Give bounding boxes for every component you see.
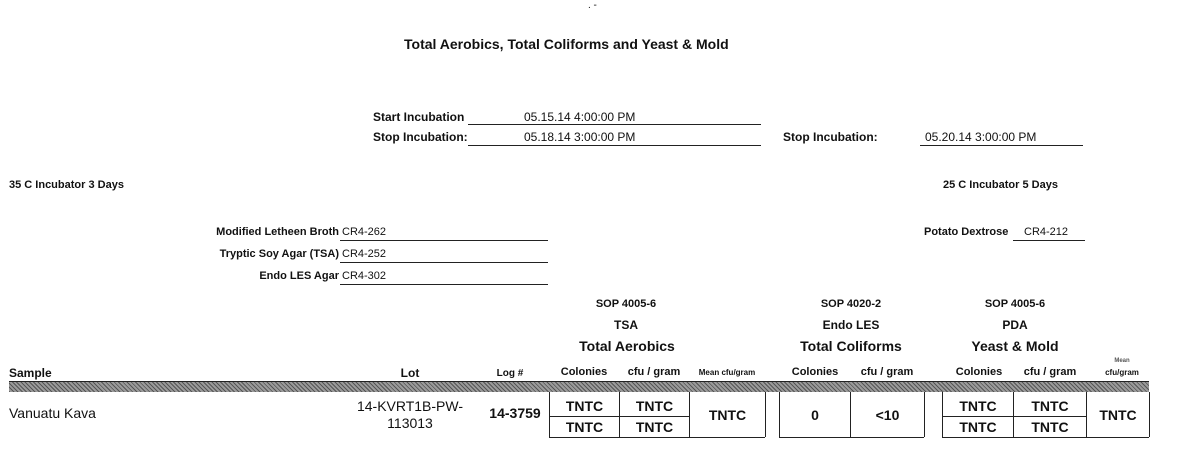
stop-incubation-label: Stop Incubation:	[373, 130, 468, 144]
col-endo-colonies: Colonies	[791, 366, 839, 378]
potato-dextrose-value: CR4-212	[1024, 226, 1069, 238]
incubator-25c: 25 C Incubator 5 Days	[943, 179, 1058, 191]
row-log: 14-3759	[489, 405, 541, 421]
stop-incubation-value: 05.18.14 3:00:00 PM	[524, 130, 636, 144]
media-underline-endo	[340, 284, 548, 285]
tsa-sop: SOP 4005-6	[595, 298, 657, 310]
col-lot: Lot	[400, 366, 420, 380]
pda-cfu-2: TNTC	[1031, 419, 1069, 435]
stop-incubation-2-label: Stop Incubation:	[783, 130, 878, 144]
header-hatch	[9, 382, 1149, 392]
endo-box-right	[924, 392, 925, 437]
col-pda-cfu: cfu / gram	[1023, 366, 1077, 378]
scan-mark: . -	[588, 0, 597, 11]
media-value-endo: CR4-302	[342, 270, 387, 282]
stop-incubation-2-underline	[920, 145, 1083, 146]
tsa-cfu-2: TNTC	[635, 419, 674, 435]
col-tsa-mean: Mean cfu/gram	[698, 368, 756, 377]
page-title: Total Aerobics, Total Coliforms and Yeast & Mold	[404, 36, 729, 52]
pda-box-bottom	[942, 437, 1149, 438]
pda-medium: PDA	[1002, 318, 1028, 332]
col-tsa-cfu: cfu / gram	[627, 366, 681, 378]
row-lot-line1: 14-KVRT1B-PW-	[356, 398, 464, 414]
pda-box-split	[942, 416, 1086, 417]
pda-colonies-2: TNTC	[959, 419, 997, 435]
endo-medium: Endo LES	[822, 318, 880, 332]
media-label-letheen: Modified Letheen Broth	[216, 226, 339, 238]
col-sample: Sample	[9, 366, 52, 380]
pda-box-right	[1149, 392, 1150, 437]
tsa-mean: TNTC	[708, 407, 747, 423]
incubator-35c: 35 C Incubator 3 Days	[9, 179, 124, 191]
media-underline-letheen	[340, 240, 548, 241]
tsa-box-right	[765, 392, 766, 437]
endo-cfu: <10	[875, 407, 900, 423]
tsa-medium: TSA	[614, 318, 638, 332]
pda-sop: SOP 4005-6	[984, 298, 1046, 310]
start-incubation-value: 05.15.14 4:00:00 PM	[524, 110, 636, 124]
col-pda-mean-top: Mean	[1114, 358, 1130, 364]
media-value-letheen: CR4-262	[342, 226, 387, 238]
start-incubation-label: Start Incubation	[373, 110, 465, 124]
potato-dextrose-label: Potato Dextrose	[924, 226, 1009, 238]
endo-sop: SOP 4020-2	[820, 298, 882, 310]
media-label-tsa: Tryptic Soy Agar (TSA)	[219, 248, 339, 260]
pda-colonies-1: TNTC	[959, 398, 997, 414]
pda-cfu-1: TNTC	[1031, 398, 1069, 414]
col-pda-mean-bottom: cfu/gram	[1105, 368, 1139, 377]
media-underline-tsa	[340, 262, 548, 263]
stop-incubation-2-value: 05.20.14 3:00:00 PM	[925, 130, 1037, 144]
tsa-group-name: Total Aerobics	[579, 338, 675, 354]
endo-box-bottom	[779, 437, 924, 438]
pda-group-name: Yeast & Mold	[971, 338, 1059, 354]
col-pda-colonies: Colonies	[955, 366, 1003, 378]
tsa-colonies-2: TNTC	[565, 419, 604, 435]
row-sample: Vanuatu Kava	[9, 405, 96, 421]
col-log: Log #	[496, 368, 524, 379]
col-tsa-colonies: Colonies	[560, 366, 608, 378]
pda-mean: TNTC	[1099, 407, 1137, 423]
media-value-tsa: CR4-252	[342, 248, 387, 260]
tsa-colonies-1: TNTC	[565, 398, 604, 414]
tsa-box-bottom	[549, 437, 765, 438]
potato-dextrose-underline	[1013, 240, 1085, 241]
stop-incubation-underline	[468, 145, 761, 146]
endo-group-name: Total Coliforms	[800, 338, 902, 354]
tsa-cfu-1: TNTC	[635, 398, 674, 414]
start-incubation-underline	[468, 124, 761, 125]
tsa-box-split	[549, 416, 689, 417]
row-lot-line2: 113013	[387, 415, 433, 431]
col-endo-cfu: cfu / gram	[860, 366, 914, 378]
media-label-endo: Endo LES Agar	[259, 270, 339, 282]
row-lot	[350, 398, 470, 432]
endo-colonies: 0	[811, 407, 819, 423]
